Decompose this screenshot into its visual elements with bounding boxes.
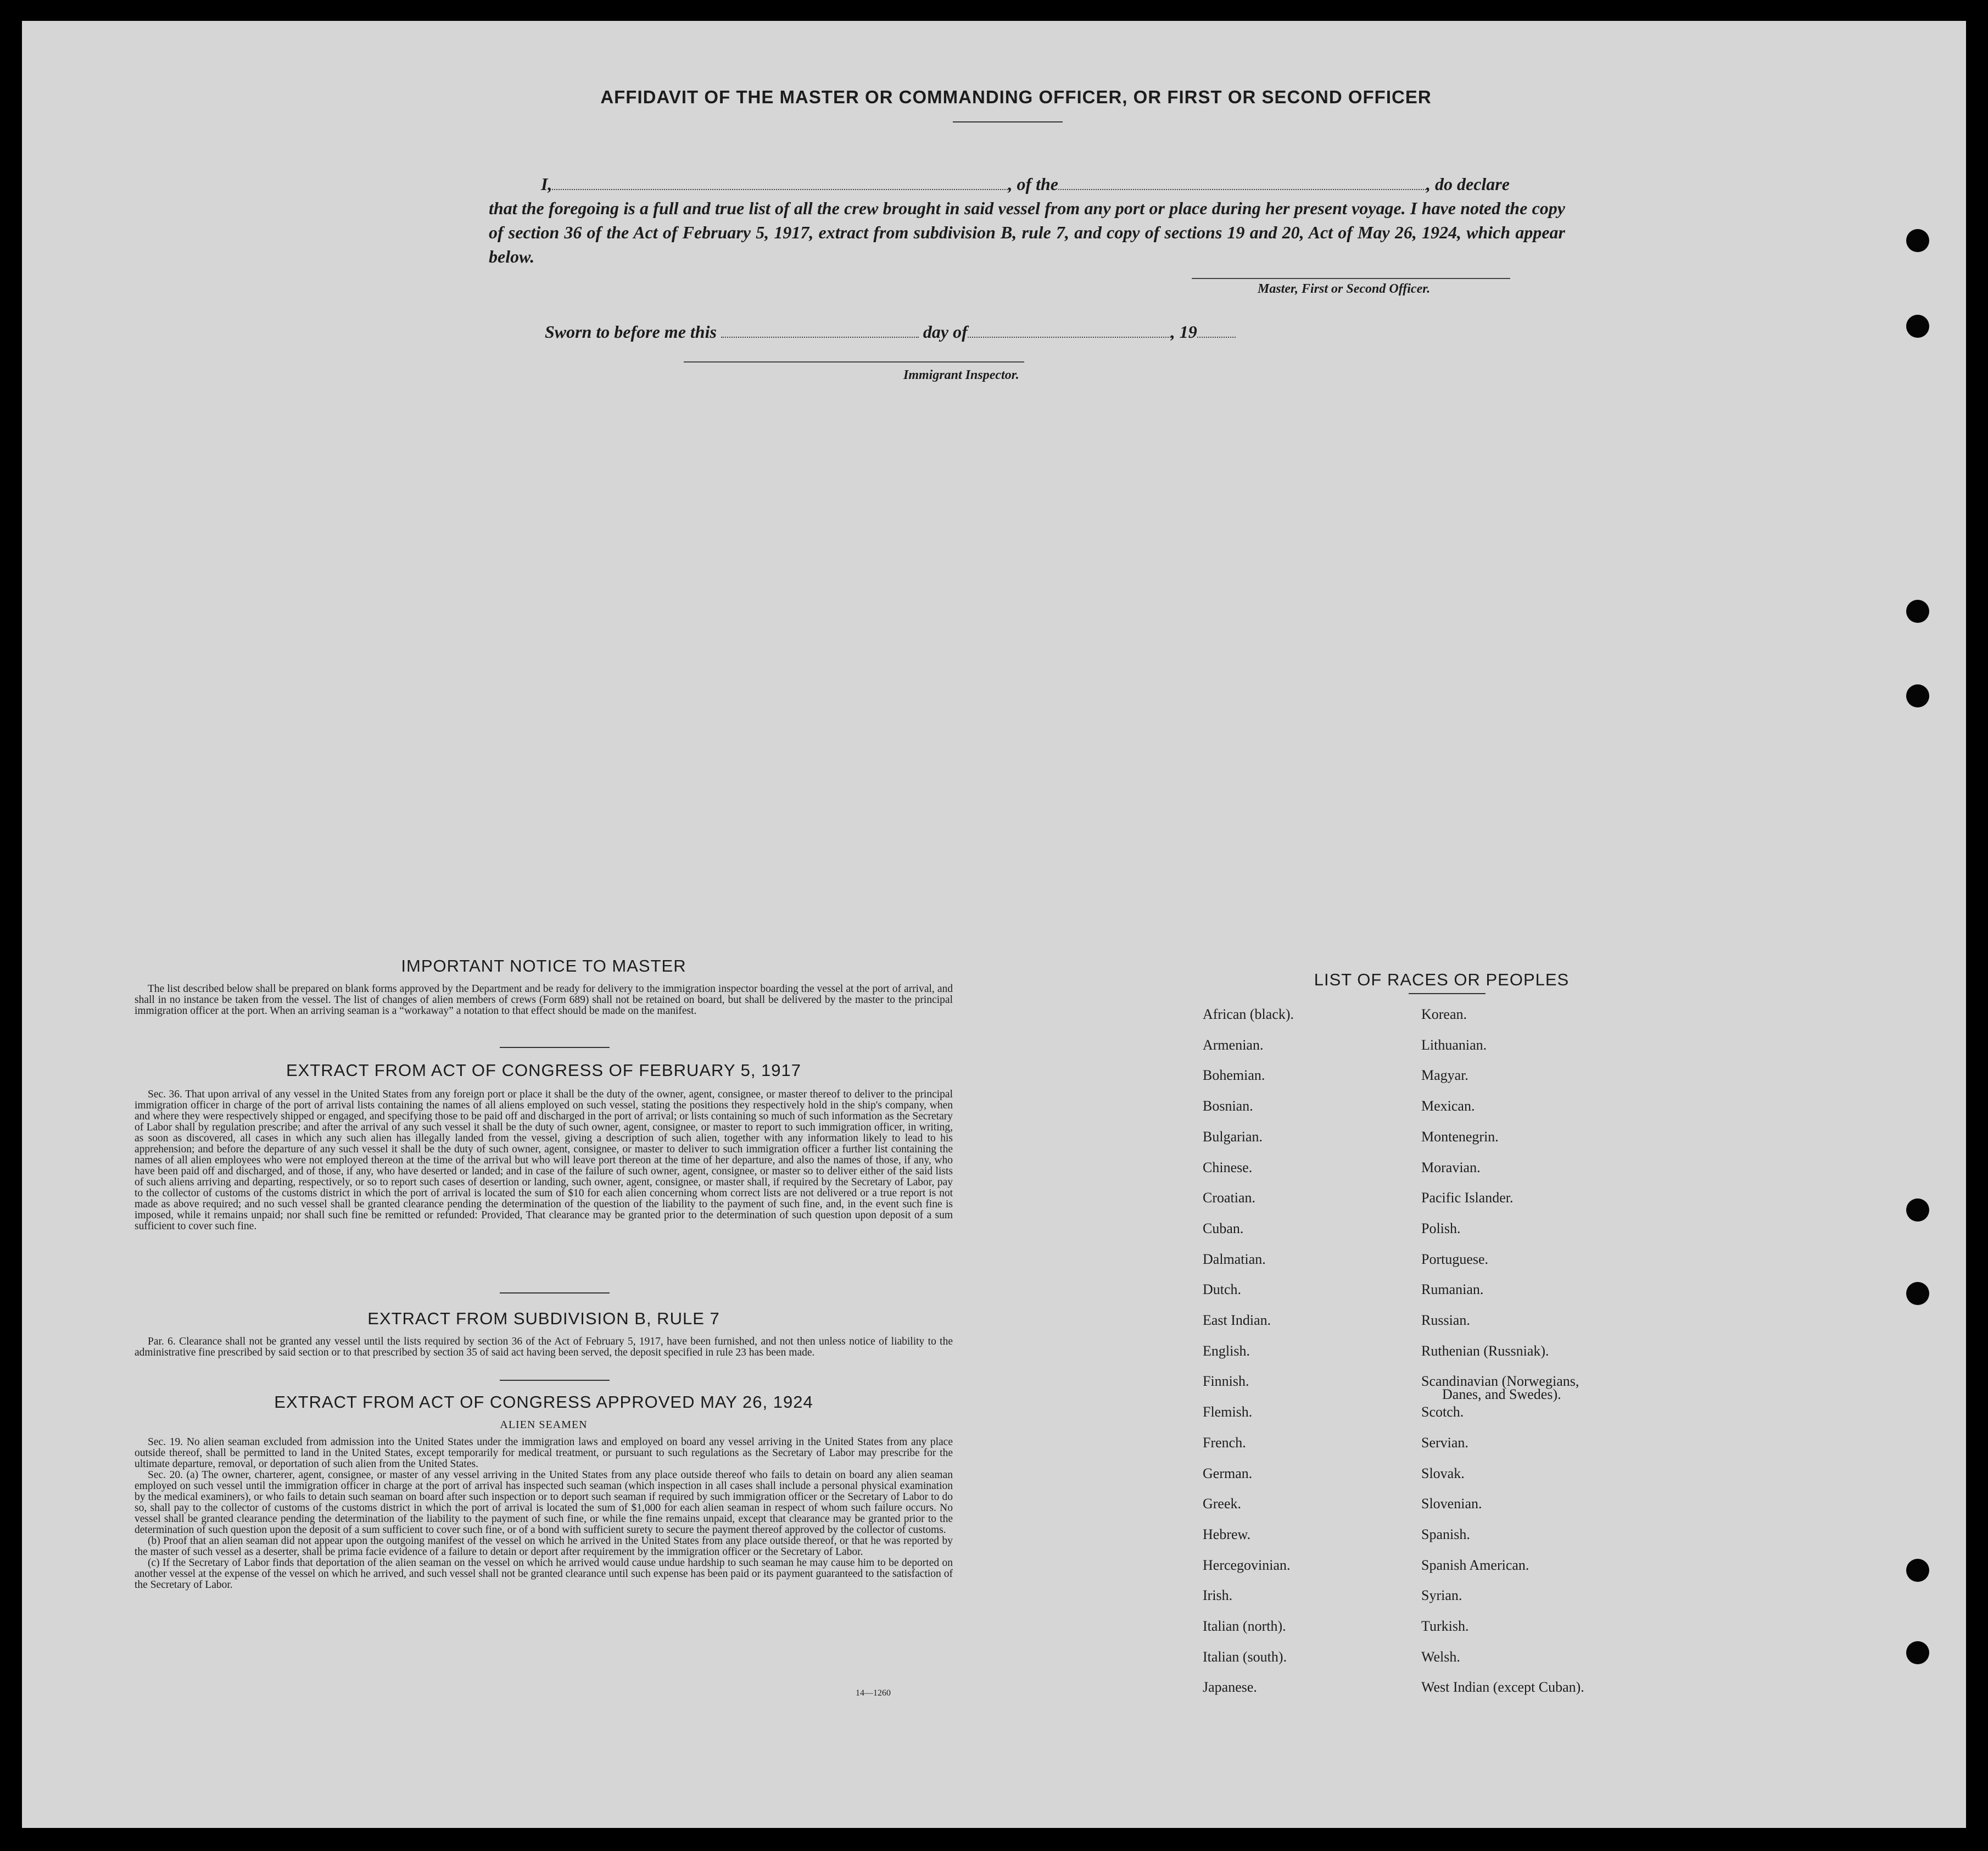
year-prefix: , 19: [1170, 322, 1197, 342]
sworn-year-field[interactable]: [1197, 324, 1236, 338]
race-item: Hercegovinian.: [1203, 1557, 1291, 1573]
race-item: Moravian.: [1421, 1159, 1481, 1175]
extract-1924-body-wrap: [135, 1437, 953, 1591]
race-item: Slovak.: [1421, 1465, 1465, 1481]
affidavit-i: I,: [541, 174, 552, 194]
affidavit-of-the: , of the: [1008, 174, 1058, 194]
race-item: Armenian.: [1203, 1037, 1264, 1053]
name-field[interactable]: [552, 176, 1008, 190]
race-item: Croatian.: [1203, 1190, 1256, 1206]
extract-1917-section: [135, 1061, 953, 1232]
race-item: African (black).: [1203, 1006, 1294, 1022]
declaration-line: [489, 172, 1565, 196]
race-item: Montenegrin.: [1421, 1129, 1499, 1145]
section-rule: [500, 1292, 610, 1294]
race-item: West Indian (except Cuban).: [1421, 1679, 1584, 1695]
sworn-day-field[interactable]: [721, 324, 919, 338]
race-item: Dutch.: [1203, 1281, 1242, 1297]
binder-hole-icon: [1906, 1198, 1929, 1222]
binder-hole-icon: [1906, 229, 1929, 252]
race-item: Rumanian.: [1421, 1281, 1484, 1297]
vessel-field[interactable]: [1058, 176, 1426, 190]
notice-body: The list described below shall be prepared on blank forms approved by the Department and be ready for delivery to the immigration inspector boarding the vessel at the port of arrival, and shall in no instance be taken from the vessel. The list of changes of alien members of crews (Form 689) shall not be retained on board, but shall be delivered by the master to the principal immigration officer at the port. When an arriving seaman is a “workaway” a notation to that effect should be made on the manifest.: [135, 983, 953, 1017]
race-item: Spanish.: [1421, 1526, 1470, 1542]
race-item: Cuban.: [1203, 1220, 1244, 1236]
inspector-caption: Immigrant Inspector.: [903, 368, 1019, 382]
sec-20b: (b) Proof that an alien seaman did not appear upon the outgoing manifest of the vessel on which he arrived in the United States from any place outside thereof, or that he was reported by the master of such vessel as a deserter, shall be prima facie evidence of a failure to detain or deport after requirement by the immigration officer or the Secretary of Labor.: [135, 1535, 953, 1558]
extract-rule7-section: [135, 1309, 953, 1358]
race-item: Ruthenian (Russniak).: [1421, 1343, 1549, 1359]
race-item: Italian (south).: [1203, 1649, 1287, 1665]
master-signature-line[interactable]: [1192, 278, 1510, 279]
race-item: English.: [1203, 1343, 1250, 1359]
race-item: Slovenian.: [1421, 1496, 1482, 1512]
sworn-prefix: Sworn to before me this: [545, 322, 717, 342]
race-item: Russian.: [1421, 1312, 1470, 1328]
sec-20a: Sec. 20. (a) The owner, charterer, agent, consignee, or master of any vessel arriving in the United States from any place outside thereof who fails to detain on board any alien seaman employed on such vessel until the immigration officer in charge at the port of arrival has inspected such seaman (which inspection in all cases shall include a personal physical examination by the medical examiners), or who fails to detain such seaman on board after such inspection or to deport such seaman if required by such immigration officer or the Secretary of Labor to do so, shall pay to the collector of customs of the customs district in which the port of arrival is located the sum of $1,000 for each alien seaman in respect of whom such failure occurs. No vessel shall be granted clearance pending the determination of the liability to the payment of such fine, or while the fine remains unpaid, except that clearance may be granted prior to the determination of such question upon the deposit of a sum sufficient to cover such fine, or of a bond with sufficient surety to secure the payment thereof approved by the collector of customs.: [135, 1469, 953, 1536]
race-item: Magyar.: [1421, 1067, 1468, 1083]
extract-rule7-title: EXTRACT FROM SUBDIVISION B, RULE 7: [367, 1309, 720, 1328]
race-item: Portuguese.: [1421, 1251, 1489, 1267]
notice-body-wrap: [135, 984, 953, 1017]
race-item: Greek.: [1203, 1496, 1242, 1512]
extract-rule7-body-wrap: [135, 1336, 953, 1358]
race-item: Chinese.: [1203, 1159, 1253, 1175]
race-item: Flemish.: [1203, 1404, 1253, 1420]
race-item: Italian (north).: [1203, 1618, 1286, 1634]
form-page: [22, 21, 1966, 1828]
title-rule: [953, 121, 1063, 122]
race-item: Korean.: [1421, 1006, 1467, 1022]
races-title-rule: [1409, 993, 1486, 994]
day-of-label: day of: [923, 322, 968, 342]
notice-title: IMPORTANT NOTICE TO MASTER: [401, 956, 686, 975]
affidavit-body: [489, 172, 1565, 269]
master-caption: Master, First or Second Officer.: [1258, 282, 1431, 296]
binder-hole-icon: [1906, 1282, 1929, 1305]
binder-hole-icon: [1906, 1641, 1929, 1664]
binder-hole-icon: [1906, 600, 1929, 623]
extract-1924-section: [135, 1392, 953, 1591]
binder-hole-icon: [1906, 684, 1929, 707]
race-item: French.: [1203, 1435, 1246, 1451]
race-item: Irish.: [1203, 1587, 1233, 1603]
race-item: Hebrew.: [1203, 1526, 1251, 1542]
race-item: Mexican.: [1421, 1098, 1475, 1114]
race-item: East Indian.: [1203, 1312, 1271, 1328]
race-item: Bulgarian.: [1203, 1129, 1263, 1145]
sworn-line: [545, 322, 1236, 342]
race-item: Turkish.: [1421, 1618, 1469, 1634]
extract-1917-title: EXTRACT FROM ACT OF CONGRESS OF FEBRUARY 5, 1917: [286, 1061, 802, 1080]
race-item: Danes, and Swedes).: [1442, 1386, 1561, 1402]
sec-20c: (c) If the Secretary of Labor finds that deportation of the alien seaman on the vessel on which he arrived would cause undue hardship to such seaman he may cause him to be deported on another vessel at the expense of the vessel on which he arrived, and such vessel shall not be granted clearance until such expense has been paid or its payment guaranteed to the satisfaction of the Secretary of Labor.: [135, 1557, 953, 1591]
alien-seamen-subtitle: ALIEN SEAMEN: [500, 1419, 588, 1431]
race-item: Scandinavian (Norwegians,: [1421, 1373, 1579, 1389]
section-rule: [500, 1047, 610, 1048]
races-title: LIST OF RACES OR PEOPLES: [1314, 970, 1570, 989]
affidavit-do-declare: , do declare: [1426, 174, 1510, 194]
race-item: Japanese.: [1203, 1679, 1257, 1695]
race-item: Spanish American.: [1421, 1557, 1529, 1573]
race-item: Pacific Islander.: [1421, 1190, 1514, 1206]
notice-section: [135, 956, 953, 1017]
sworn-month-field[interactable]: [968, 324, 1171, 338]
race-item: Welsh.: [1421, 1649, 1460, 1665]
race-item: German.: [1203, 1465, 1253, 1481]
affidavit-text: that the foregoing is a full and true list of all the crew brought in said vessel from any port or place during her present voyage. I have noted the copy of section 36 of the Act of February 5, 1917, extract from subdivision B, rule 7, and copy of sections 19 and 20, Act of May 26, 1924, which appear below.: [489, 198, 1565, 266]
form-code: 14—1260: [856, 1688, 891, 1698]
race-item: Polish.: [1421, 1220, 1461, 1236]
binder-hole-icon: [1906, 315, 1929, 338]
section-rule: [500, 1380, 610, 1381]
race-item: Syrian.: [1421, 1587, 1462, 1603]
inspector-signature-line[interactable]: [684, 361, 1024, 363]
affidavit-title: AFFIDAVIT OF THE MASTER OR COMMANDING OFFICER, OR FIRST OR SECOND OFFICER: [600, 87, 1432, 107]
race-item: Finnish.: [1203, 1373, 1249, 1389]
race-item: Bosnian.: [1203, 1098, 1253, 1114]
sec-19: Sec. 19. No alien seaman excluded from admission into the United States under the immigration laws and employed on board any vessel arriving in the United States from any place outside thereof, shall be permitted to land in the United States, except temporarily for medical treatment, or pursuant to such regulations as the Secretary of Labor may prescribe for the ultimate departure, removal, or deportation of such alien from the United States.: [135, 1436, 953, 1470]
extract-rule7-body: Par. 6. Clearance shall not be granted any vessel until the lists required by section 36 of the Act of February 5, 1917, have been furnished, and not then unless notice of liability to the administrative fine prescribed by said section or to that prescribed by section 35 of said act having been served, the deposit specified in rule 23 has been made.: [135, 1336, 953, 1358]
extract-1917-body: Sec. 36. That upon arrival of any vessel in the United States from any foreign port or place it shall be the duty of the owner, agent, consignee, or master thereof to deliver to the principal immigration officer in charge of the port of arrival lists containing the names of all aliens employed on such vessel, stating the positions they respectively hold in the ship's company, when and where they were respectively shipped or engaged, and specifying those to be paid off and discharged in the port of arrival; or lists containing so much of such information as the Secretary of Labor shall by regulation prescribe; and after the arrival of any such vessel it shall be the duty of such owner, agent, consignee, or master to report to such immigration officer, in writing, as soon as discovered, all cases in which any such alien has illegally landed from the vessel, giving a description of such alien, together with any information likely to lead to his apprehension; and before the departure of any such vessel it shall be the duty of such owner, agent, consignee, or master to deliver to such immigration officer a further list containing the names of all alien employees who were not employed thereon at the time of the arrival but who will leave port thereon at the time of her departure, and also the names of those, if any, who have been paid off and discharged, and of those, if any, who have deserted or landed; and in case of the failure of such owner, agent, consignee, or master so to deliver either of the said lists of such aliens arriving and departing, respectively, or so to report such cases of desertion or landing, such owner, agent, consignee, or master shall, if required by the Secretary of Labor, pay to the collector of customs of the customs district in which the port of arrival is located the sum of $10 for each alien concerning whom correct lists are not delivered or a true report is not made as above required; and no such vessel shall be granted clearance pending the determination of the question of the liability to the payment of such fine, and, in the event such fine is imposed, while it remains unpaid; nor shall such fine be remitted or refunded: Provided, That clearance may be granted prior to the determination of such question upon deposit of a sum sufficient to cover such fine.: [135, 1089, 953, 1232]
extract-1917-body-wrap: [135, 1089, 953, 1232]
race-item: Dalmatian.: [1203, 1251, 1266, 1267]
race-item: Servian.: [1421, 1435, 1468, 1451]
extract-1924-title: EXTRACT FROM ACT OF CONGRESS APPROVED MAY 26, 1924: [274, 1392, 813, 1412]
race-item: Scotch.: [1421, 1404, 1464, 1420]
race-item: Lithuanian.: [1421, 1037, 1487, 1053]
binder-hole-icon: [1906, 1559, 1929, 1582]
race-item: Bohemian.: [1203, 1067, 1265, 1083]
